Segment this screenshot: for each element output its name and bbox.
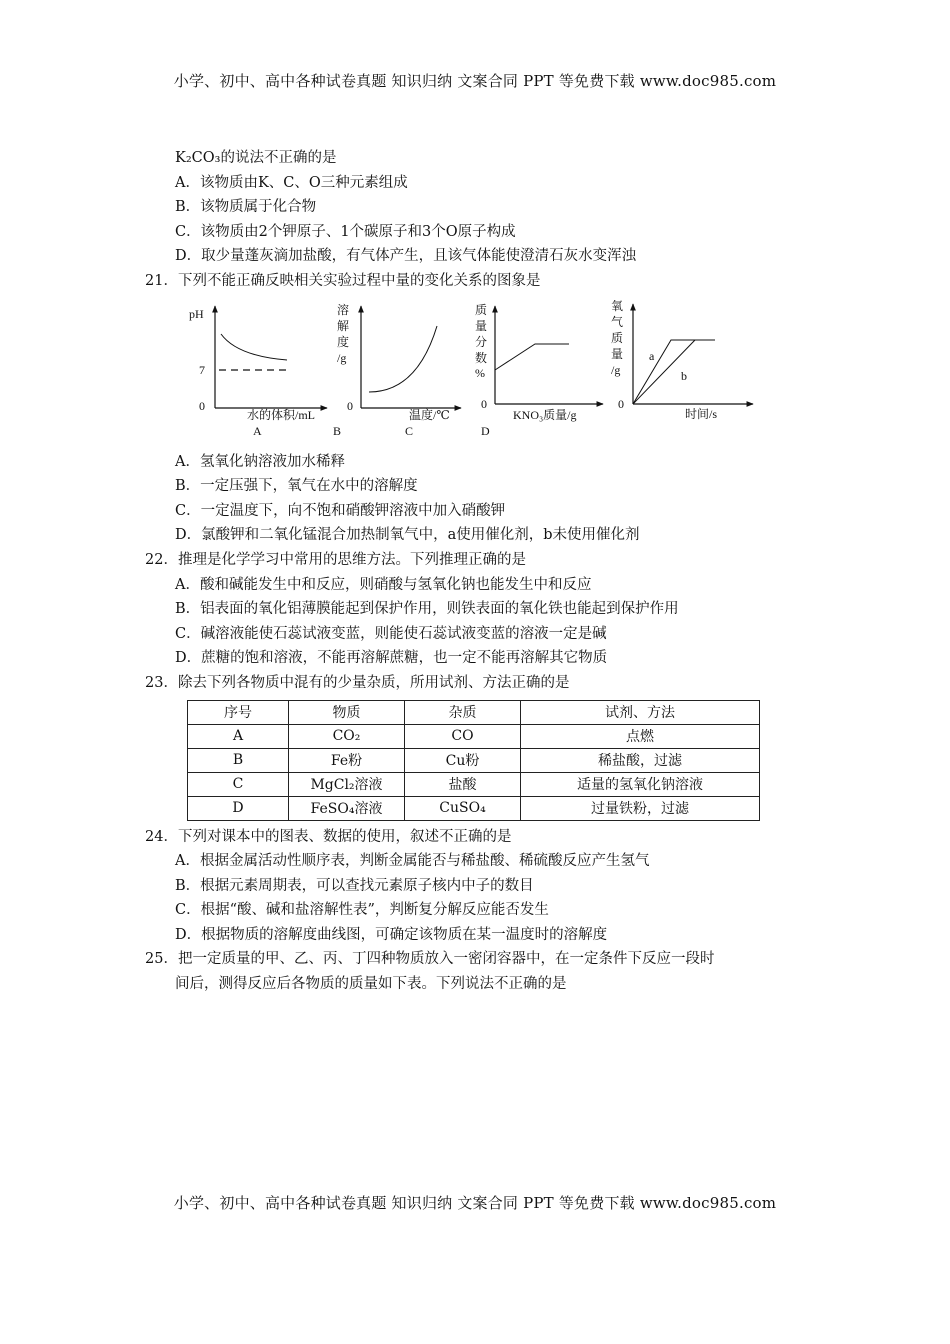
q24-option-c: C．根据“酸、碱和盐溶解性表”，判断复分解反应能否发生 — [175, 902, 549, 919]
table-row — [188, 748, 760, 772]
q22-option-a: A．酸和碱能发生中和反应，则硝酸与氢氧化钠也能发生中和反应 — [175, 576, 592, 593]
chart-b-origin: 0 — [347, 398, 353, 413]
chart-d-origin: 0 — [618, 396, 624, 411]
table-cell: 盐酸 — [405, 772, 521, 796]
chart-d-ylabel-2: 气 — [611, 314, 624, 329]
chart-c-letter: C — [405, 423, 414, 438]
q23-header-substance: 物质 — [289, 700, 405, 724]
chart-d-ylabel-4: 量 — [611, 346, 624, 361]
table-row — [188, 772, 760, 796]
chart-d-label-b: b — [681, 368, 687, 383]
q24-option-a: A．根据金属活动性顺序表，判断金属能否与稀盐酸、稀硫酸反应产生氢气 — [175, 853, 650, 870]
q24-stem: 24．下列对课本中的图表、数据的使用，叙述不正确的是 — [145, 828, 512, 845]
chart-d-xlabel: 时间/s — [685, 406, 718, 421]
q24-option-d: D．根据物质的溶解度曲线图，可确定该物质在某一温度时的溶解度 — [175, 926, 608, 943]
q23-table — [187, 700, 760, 821]
chart-c-xlabel: KNO₃质量/g — [513, 407, 577, 422]
chart-c-ylabel-3: 分 — [475, 334, 488, 349]
chart-d-letter: D — [481, 423, 490, 438]
chart-b-ylabel-4: /g — [337, 350, 347, 365]
table-cell: 点燃 — [521, 724, 760, 748]
chart-a — [189, 306, 327, 438]
table-cell: CO — [405, 724, 521, 748]
table-cell: D — [188, 796, 289, 820]
chart-d-ylabel-1: 氧 — [611, 299, 624, 313]
table-cell: A — [188, 724, 289, 748]
table-cell: Fe粉 — [289, 748, 405, 772]
chart-b-ylabel-3: 度 — [337, 334, 350, 349]
page-header: 小学、初中、高中各种试卷真题 知识归纳 文案合同 PPT 等免费下载 www.doc985.com — [173, 72, 777, 90]
table-cell: Cu粉 — [405, 748, 521, 772]
q22-option-d: D．蔗糖的饱和溶液，不能再溶解蔗糖，也一定不能再溶解其它物质 — [175, 650, 608, 667]
chart-b-ylabel-1: 溶 — [337, 302, 350, 317]
chart-b-curve — [369, 326, 437, 392]
q21-charts-svg — [185, 300, 785, 446]
chart-c-ylabel-1: 质 — [475, 302, 488, 317]
q21-option-a: A．氢氧化钠溶液加水稀释 — [175, 453, 345, 470]
q20-option-d: D．取少量蓬灰滴加盐酸，有气体产生，且该气体能使澄清石灰水变浑浊 — [175, 248, 637, 265]
q23-header-impurity: 杂质 — [405, 700, 521, 724]
table-cell: FeSO₄溶液 — [289, 796, 405, 820]
table-cell: B — [188, 748, 289, 772]
table-cell: MgCl₂溶液 — [289, 772, 405, 796]
chart-b-letter: B — [333, 423, 342, 438]
chart-c-origin: 0 — [481, 396, 487, 411]
table-cell: 稀盐酸，过滤 — [521, 748, 760, 772]
chart-a-letter: A — [253, 423, 262, 438]
q23-stem: 23．除去下列各物质中混有的少量杂质，所用试剂、方法正确的是 — [145, 674, 570, 691]
table-cell: 适量的氢氧化钠溶液 — [521, 772, 760, 796]
q21-option-b: B．一定压强下，氧气在水中的溶解度 — [175, 478, 418, 495]
q22-option-c: C．碱溶液能使石蕊试液变蓝，则能使石蕊试液变蓝的溶液一定是碱 — [175, 625, 607, 642]
document-body — [145, 146, 835, 997]
q21-charts — [145, 300, 835, 446]
q21-option-c: C．一定温度下，向不饱和硝酸钾溶液中加入硝酸钾 — [175, 502, 506, 519]
q20-stem-tail: K₂CO₃的说法不正确的是 — [175, 150, 337, 166]
chart-a-curve — [221, 334, 287, 360]
q22-option-b: B．铝表面的氧化铝薄膜能起到保护作用，则铁表面的氧化铁也能起到保护作用 — [175, 601, 679, 618]
chart-a-ylabel: pH — [189, 306, 204, 321]
table-cell: CuSO₄ — [405, 796, 521, 820]
q25-stem-line1: 25．把一定质量的甲、乙、丙、丁四种物质放入一密闭容器中，在一定条件下反应一段时 — [145, 951, 715, 968]
q20-option-a: A．该物质由K、C、O三种元素组成 — [175, 174, 408, 191]
chart-c-ylabel-4: 数 — [475, 350, 488, 365]
chart-d-label-a: a — [649, 348, 655, 363]
chart-c-line — [495, 344, 569, 370]
chart-b-xlabel: 温度/℃ — [409, 407, 450, 422]
chart-d-ylabel-5: /g — [611, 362, 621, 377]
chart-d-line-a — [633, 340, 715, 404]
q20-option-b: B．该物质属于化合物 — [175, 199, 317, 216]
q24-option-b: B．根据元素周期表，可以查找元素原子核内中子的数目 — [175, 877, 534, 894]
chart-b — [333, 302, 461, 438]
chart-c-ylabel-5: % — [475, 365, 485, 380]
table-cell: C — [188, 772, 289, 796]
q25-stem-line2: 间后，测得反应后各物质的质量如下表。下列说法不正确的是 — [175, 976, 567, 993]
table-cell: 过量铁粉，过滤 — [521, 796, 760, 820]
chart-a-xlabel: 水的体积/mL — [247, 407, 315, 422]
q21-option-d: D．氯酸钾和二氧化锰混合加热制氧气中，a使用催化剂，b未使用催化剂 — [175, 527, 640, 544]
page-footer: 小学、初中、高中各种试卷真题 知识归纳 文案合同 PPT 等免费下载 www.doc985.com — [173, 1194, 777, 1212]
q20-option-c: C．该物质由2个钾原子、1个碳原子和3个O原子构成 — [175, 223, 516, 240]
q23-header-method: 试剂、方法 — [521, 700, 760, 724]
chart-a-origin: 0 — [199, 398, 205, 413]
chart-b-ylabel-2: 解 — [337, 318, 350, 333]
q22-stem: 22．推理是化学学习中常用的思维方法。下列推理正确的是 — [145, 551, 526, 568]
chart-a-tick7: 7 — [199, 362, 205, 377]
table-row — [188, 796, 760, 820]
q23-table-header-row — [188, 700, 760, 724]
q23-header-index: 序号 — [188, 700, 289, 724]
chart-c-ylabel-2: 量 — [475, 318, 488, 333]
table-cell: CO₂ — [289, 724, 405, 748]
chart-d-ylabel-3: 质 — [611, 330, 624, 345]
table-row — [188, 724, 760, 748]
q21-stem: 21．下列不能正确反映相关实验过程中量的变化关系的图象是 — [145, 272, 541, 289]
